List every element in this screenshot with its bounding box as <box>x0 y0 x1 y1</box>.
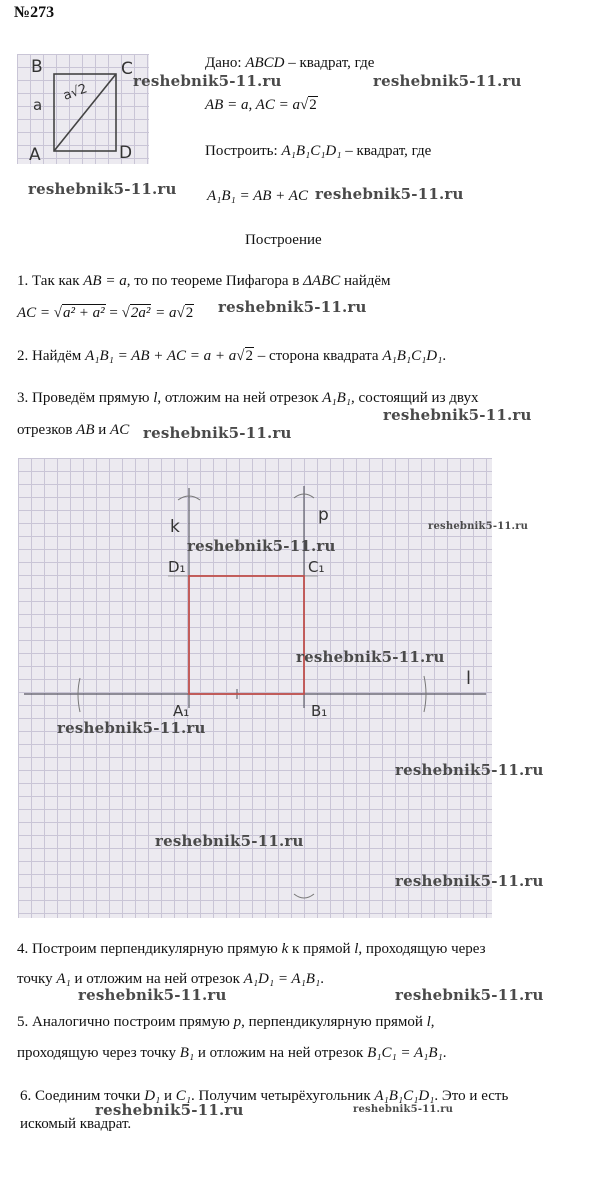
step-6-line-1: 6. Соединим точки D₁ и C₁. Получим четырёхугольник A₁B₁C₁D₁. Это и есть <box>20 1088 509 1104</box>
sketch-label-c: C <box>121 59 133 79</box>
watermark: reshebnik5-11.ru <box>187 537 336 555</box>
watermark: reshebnik5-11.ru <box>395 872 544 890</box>
watermark: reshebnik5-11.ru <box>28 180 177 198</box>
sketch-label-d: D <box>119 143 133 163</box>
label-k: k <box>170 517 180 537</box>
watermark: reshebnik5-11.ru <box>78 986 227 1004</box>
label-a1: A₁ <box>173 702 190 720</box>
watermark: reshebnik5-11.ru <box>218 298 367 316</box>
watermark: reshebnik5-11.ru <box>353 1104 454 1115</box>
arc-bottom <box>294 894 314 898</box>
watermark: reshebnik5-11.ru <box>383 406 532 424</box>
sketch-photo <box>17 54 149 164</box>
watermark: reshebnik5-11.ru <box>143 424 292 442</box>
step-3-line-1: 3. Проведём прямую l, отложим на ней отрезок A₁B₁, состоящий из двух <box>17 390 479 406</box>
arc-left <box>78 678 80 712</box>
label-c1: C₁ <box>308 558 325 576</box>
problem-number: №273 <box>14 4 55 21</box>
step-4-line-1: 4. Построим перпендикулярную прямую k к прямой l, проходящую через <box>17 941 486 957</box>
step-1-formula: AC = √a² + a² = √2a² = a√2 <box>17 305 194 321</box>
section-heading: Построение <box>245 232 322 248</box>
step-4-line-2: точку A₁ и отложим на ней отрезок A₁D₁ = A₁B₁. <box>17 971 324 987</box>
label-d1: D₁ <box>168 558 186 576</box>
watermark: reshebnik5-11.ru <box>57 719 206 737</box>
label-b1: B₁ <box>311 702 328 720</box>
step-3-line-2: отрезков AB и AC <box>17 422 130 438</box>
watermark: reshebnik5-11.ru <box>155 832 304 850</box>
watermark: reshebnik5-11.ru <box>395 761 544 779</box>
sketch-label-diag: a√2 <box>61 81 90 104</box>
watermark: reshebnik5-11.ru <box>133 72 282 90</box>
sketch-label-a-side: a <box>33 96 43 114</box>
watermark: reshebnik5-11.ru <box>315 185 464 203</box>
step-6-line-2: искомый квадрат. <box>20 1116 132 1132</box>
label-p: p <box>318 505 329 525</box>
watermark: reshebnik5-11.ru <box>428 521 529 532</box>
label-l: l <box>466 668 472 689</box>
step-5-line-1: 5. Аналогично построим прямую p, перпендикулярную прямой l, <box>17 1014 435 1030</box>
watermark: reshebnik5-11.ru <box>95 1101 244 1119</box>
step-1-text: 1. Так как AB = a, то по теореме Пифагора в ΔABC найдём <box>17 273 391 289</box>
watermark: reshebnik5-11.ru <box>395 986 544 1004</box>
step-5-line-2: проходящую через точку B₁ и отложим на ней отрезок B₁C₁ = A₁B₁. <box>17 1045 447 1061</box>
given-line-2: AB = a, AC = a√2 <box>205 97 317 113</box>
watermark: reshebnik5-11.ru <box>296 648 445 666</box>
sketch-label-a: A <box>29 145 41 164</box>
sketch-label-b: B <box>31 57 43 77</box>
square-a1b1c1d1 <box>189 576 304 694</box>
construct-formula: A₁B₁ = AB + AC <box>207 188 308 204</box>
watermark: reshebnik5-11.ru <box>373 72 522 90</box>
given-line-1: Дано: ABCD – квадрат, где <box>205 55 375 71</box>
step-2-text: 2. Найдём A₁B₁ = AB + AC = a + a√2 – сторона квадрата A₁B₁C₁D₁. <box>17 348 447 364</box>
sketch-drawing <box>17 54 149 164</box>
construct-line: Построить: A₁B₁C₁D₁ – квадрат, где <box>205 143 432 159</box>
